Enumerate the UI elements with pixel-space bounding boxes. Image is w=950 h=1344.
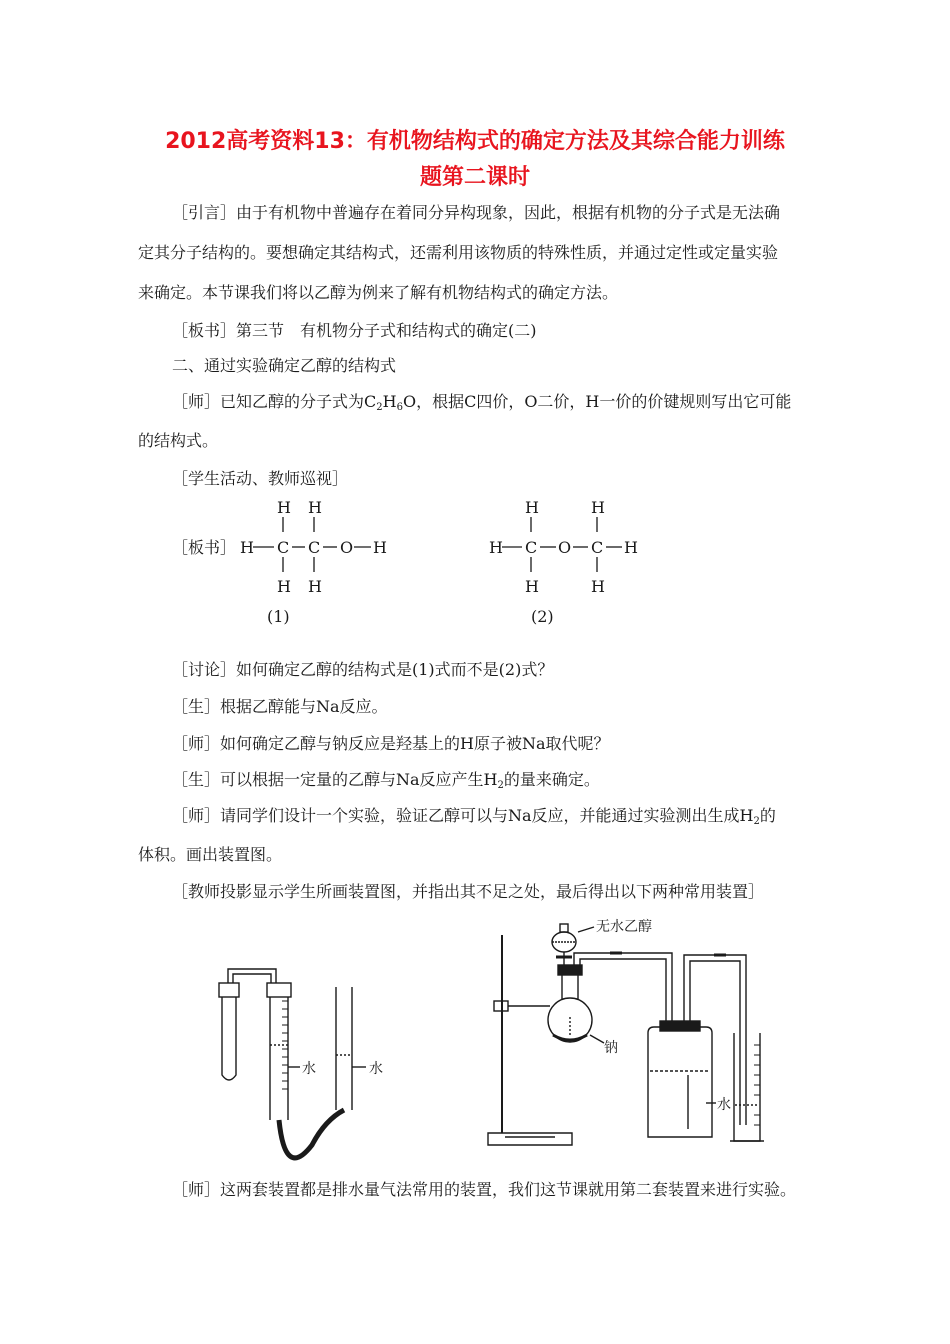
outlet-tube-outer xyxy=(684,955,746,1125)
board-label: ［板书］ xyxy=(172,538,237,557)
atom-label: C xyxy=(308,538,321,557)
atom-label: H xyxy=(308,498,322,517)
title-line-1: 2012高考资料13：有机物结构式的确定方法及其综合能力训练 xyxy=(165,129,785,154)
teacher-line-2: ［师］如何确定乙醇与钠反应是羟基上的H原子被Na取代呢？ xyxy=(172,734,610,753)
teacher-line-1a xyxy=(172,392,791,418)
bottle-stopper xyxy=(660,1021,700,1031)
delivery-tube xyxy=(228,969,276,983)
atom-label: H xyxy=(308,577,322,596)
water-label-2: 水 xyxy=(369,1061,383,1077)
student-line-2 xyxy=(172,770,600,796)
text-fragment: O，根据C四价，O二价，H一价的价键规则写出它可能 xyxy=(402,392,792,411)
atom-label: H xyxy=(277,498,291,517)
ethanol-label: 无水乙醇 xyxy=(596,919,652,935)
text-fragment: 的量来确定。 xyxy=(503,770,600,789)
sodium-label: 钠 xyxy=(604,1040,618,1056)
structure-caption-1: (1) xyxy=(267,607,290,626)
label-leader xyxy=(590,1035,604,1043)
atom-label: H xyxy=(277,577,291,596)
atom-label: H xyxy=(591,498,605,517)
water-label-3: 水 xyxy=(717,1097,731,1113)
funnel-stopper xyxy=(560,924,568,932)
atom-label: C xyxy=(525,538,538,557)
structural-formulas-figure xyxy=(0,490,950,635)
student-activity: ［学生活动、教师巡视］ xyxy=(172,469,349,488)
burette-stopper xyxy=(267,983,291,997)
atom-label: H xyxy=(489,538,503,557)
text-fragment: 的 xyxy=(759,806,776,825)
discussion-line: ［讨论］如何确定乙醇的结构式是(1)式而不是(2)式？ xyxy=(172,660,554,679)
flask-stopper xyxy=(558,965,582,975)
projection-line: ［教师投影显示学生所画装置图，并指出其不足之处，最后得出以下两种常用装置］ xyxy=(172,882,765,901)
structure-caption-2: (2) xyxy=(531,607,554,626)
board-section-heading: ［板书］第三节 有机物分子式和结构式的确定(二) xyxy=(172,321,537,340)
water-label-1: 水 xyxy=(302,1061,316,1077)
subscript: 6 xyxy=(396,402,403,413)
apparatus-figure xyxy=(0,905,950,1165)
text-fragment: ［师］已知乙醇的分子式为C xyxy=(172,392,377,411)
cylinder-graduations xyxy=(754,1045,760,1125)
intro-line-1: ［引言］由于有机物中普遍存在着同分异构现象，因此，根据有机物的分子式是无法确 xyxy=(172,203,781,222)
intro-line-2: 定其分子结构的。要想确定其结构式，还需利用该物质的特殊性质，并通过定性或定量实验 xyxy=(138,243,779,262)
intro-line-3: 来确定。本节课我们将以乙醇为例来了解有机物结构式的确定方法。 xyxy=(138,283,619,302)
test-tube xyxy=(222,987,236,1080)
text-fragment: H xyxy=(382,392,397,411)
teacher-line-3b: 体积。画出装置图。 xyxy=(138,845,283,864)
delivery-tube-inner xyxy=(233,974,271,983)
outlet-tube-inner xyxy=(690,961,740,1125)
atom-label: C xyxy=(591,538,604,557)
teacher-line-3a xyxy=(172,806,776,832)
text-fragment: ［生］可以根据一定量的乙醇与Na反应产生H xyxy=(172,770,498,789)
label-leader xyxy=(578,927,594,932)
atom-label: H xyxy=(240,538,254,557)
student-line-1: ［生］根据乙醇能与Na反应。 xyxy=(172,697,388,716)
teacher-line-1b: 的结构式。 xyxy=(138,431,219,450)
atom-label: C xyxy=(277,538,290,557)
text-fragment: ［师］请同学们设计一个实验，验证乙醇可以与Na反应，并能通过实验测出生成H xyxy=(172,806,754,825)
atom-label: H xyxy=(525,498,539,517)
stopper xyxy=(219,983,239,997)
atom-label: H xyxy=(624,538,638,557)
title-line-2: 题第二课时 xyxy=(419,165,530,190)
stand-base xyxy=(488,1133,572,1145)
gas-delivery-outer xyxy=(574,953,672,1023)
atom-label: H xyxy=(591,577,605,596)
atom-label: O xyxy=(340,538,354,557)
atom-label: H xyxy=(373,538,387,557)
atom-label: O xyxy=(558,538,572,557)
rubber-hose xyxy=(279,1110,344,1158)
subscript: 2 xyxy=(376,402,383,413)
subscript: 2 xyxy=(753,816,760,827)
apparatus-1 xyxy=(219,969,366,1158)
teacher-line-4: ［师］这两套装置都是排水量气法常用的装置，我们这节课就用第二套装置来进行实验。 xyxy=(172,1180,797,1199)
subscript: 2 xyxy=(497,780,504,791)
section-two-heading: 二、通过实验确定乙醇的结构式 xyxy=(172,356,397,375)
gas-bottle xyxy=(648,1027,712,1137)
gas-delivery-inner xyxy=(580,959,666,1023)
atom-label: H xyxy=(525,577,539,596)
